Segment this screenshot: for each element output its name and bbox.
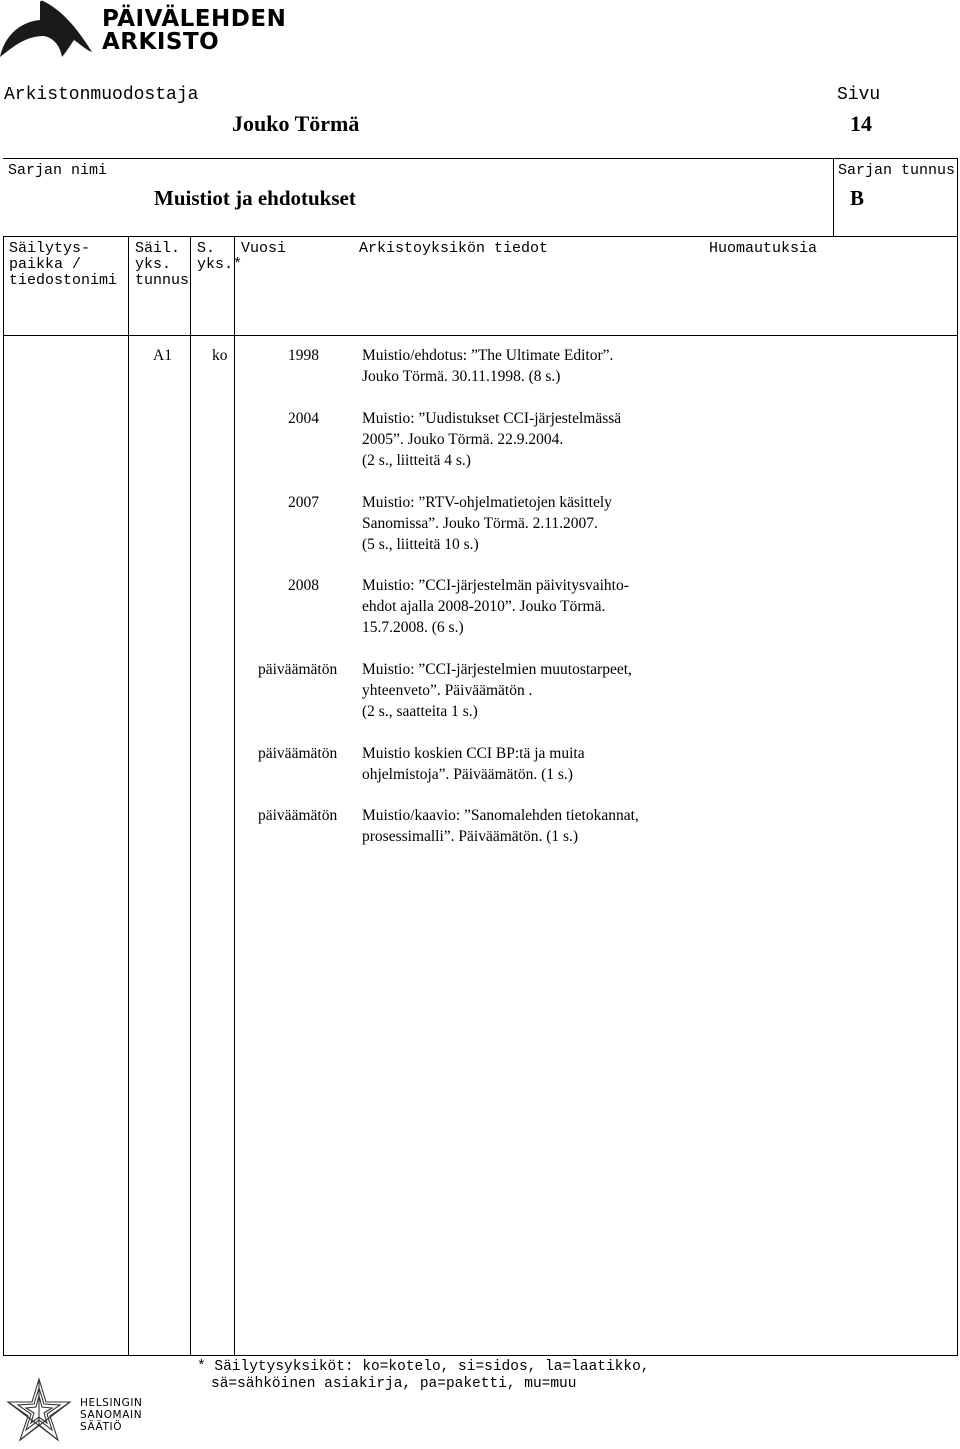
col-header-unit-id: Säil. yks. tunnus (135, 240, 190, 289)
row-year: 2004 (288, 410, 319, 427)
table-top-border (3, 236, 958, 237)
row-details: Muistio: ”RTV-ohjelmatietojen käsittely Sanomissa”. Jouko Törmä. 2.11.2007. (5 s., liitteitä 10 s.) (362, 494, 612, 553)
col-header-notes: Huomautuksia (709, 240, 818, 257)
row-details: Muistio/kaavio: ”Sanomalehden tietokannat, prosessimalli”. Päiväämätön. (1 s.) (362, 807, 639, 845)
row-year: 2008 (288, 577, 319, 594)
col-header-unit-type: S. yks.* (197, 240, 243, 273)
archive-creator-label: Arkistonmuodostaja (4, 85, 199, 105)
col-divider-2 (190, 236, 191, 1355)
saatio-star-logo-icon (4, 1376, 74, 1446)
footnote (197, 1359, 649, 1393)
row-details: Muistio: ”CCI-järjestelmän päivitysvaihto- ehdot ajalla 2008-2010”. Jouko Törmä. 15.7.2008. (6 s.) (362, 577, 629, 636)
col-header-location: Säilytys- paikka / tiedostonimi (9, 240, 118, 289)
row-year: 2007 (288, 494, 319, 511)
footnote-line-2: sä=sähköinen asiakirja, pa=paketti, mu=muu (211, 1376, 577, 1392)
logo-line-2: ARKISTO (102, 29, 220, 55)
series-name-value: Muistiot ja ehdotukset (154, 186, 356, 210)
footnote-line-1: * Säilytysyksiköt: ko=kotelo, si=sidos, la=laatikko, (197, 1359, 650, 1375)
row-year: päiväämätön (258, 807, 338, 824)
row-unit-type: ko (212, 347, 228, 364)
row-year: päiväämätön (258, 745, 338, 762)
row-unit-id: A1 (153, 347, 172, 364)
series-id-value: B (850, 186, 865, 210)
col-divider-1 (128, 236, 129, 1355)
footer-logo-line-2: SANOMAIN (80, 1409, 143, 1421)
header-divider-1 (3, 158, 958, 159)
row-year: päiväämätön (258, 661, 338, 678)
row-year: 1998 (288, 347, 319, 364)
series-id-label: Sarjan tunnus (838, 162, 956, 179)
series-id-separator (833, 158, 834, 236)
row-details: Muistio koskien CCI BP:tä ja muita ohjelmistoja”. Päiväämätön. (1 s.) (362, 745, 585, 783)
table-left-border (3, 236, 4, 1355)
table-bottom-border (3, 1355, 958, 1356)
row-details: Muistio: ”CCI-järjestelmien muutostarpeet, yhteenveto”. Päiväämätön . (2 s., saatteita 1 s.) (362, 661, 632, 720)
row-details: Muistio: ”Uudistukset CCI-järjestelmässä 2005”. Jouko Törmä. 22.9.2004. (2 s., liitteitä 4 s.) (362, 410, 622, 469)
col-divider-3 (234, 236, 235, 1355)
table-right-border (957, 158, 958, 1355)
row-details: Muistio/ehdotus: ”The Ultimate Editor”. Jouko Törmä. 30.11.1998. (8 s.) (362, 347, 614, 385)
col-header-details: Arkistoyksikön tiedot (359, 240, 549, 257)
page-number: 14 (850, 111, 872, 136)
arkisto-logo-mark-icon (0, 0, 96, 58)
col-header-year: Vuosi (241, 240, 287, 257)
footer-logo-line-1: HELSINGIN (80, 1397, 143, 1409)
series-name-label: Sarjan nimi (8, 162, 108, 179)
logo-line-1: PÄIVÄLEHDEN (102, 6, 287, 32)
table-header-bottom-border (3, 335, 958, 336)
archive-creator-value: Jouko Törmä (232, 111, 360, 136)
page-label: Sivu (837, 85, 881, 105)
footer-logo-line-3: SÄÄTIÖ (80, 1421, 123, 1433)
